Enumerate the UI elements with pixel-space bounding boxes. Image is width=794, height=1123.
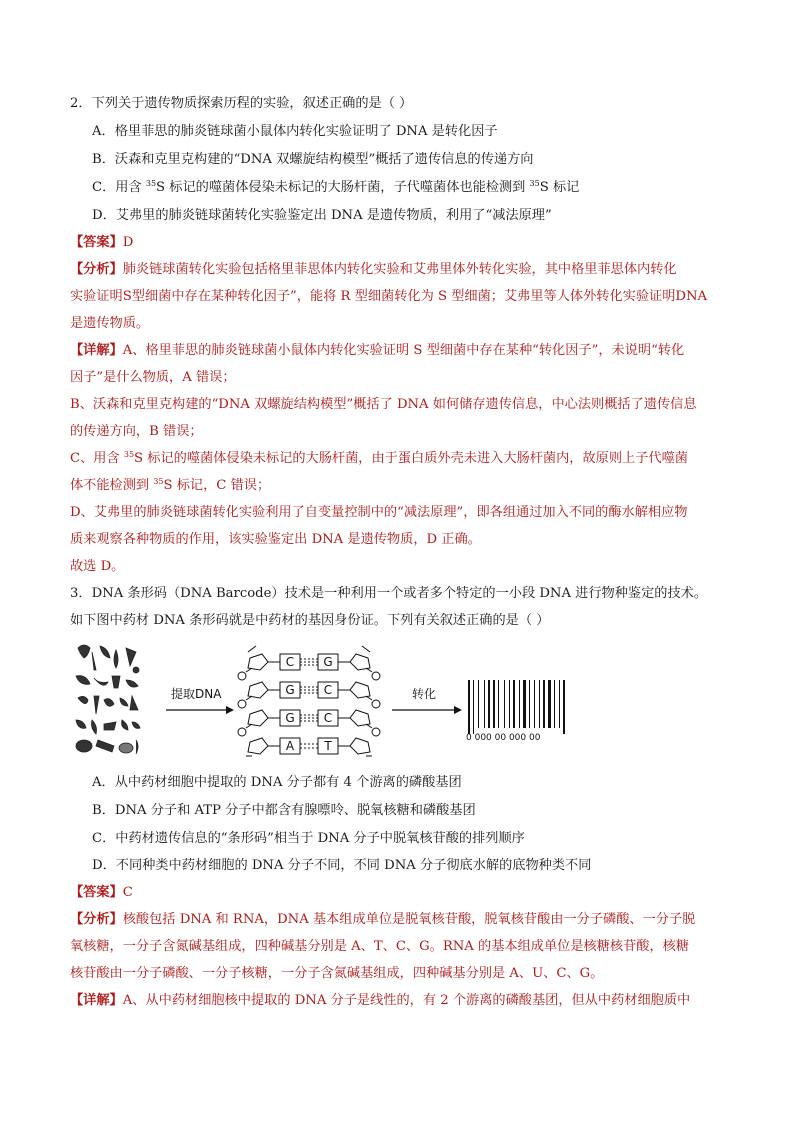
barcode-bar [554,680,555,728]
barcode-bar [468,680,470,734]
q3-analysis-line-1: 【分析】核酸包括 DNA 和 RNA，DNA 基本组成单位是脱氧核苷酸，脱氧核苷酸由一分子磷酸、一分子脱 [70,912,696,927]
hydrogen-bonds-1 [300,659,318,665]
answer-label: 【答案】 [70,885,123,900]
q2-conclusion: 故选 D。 [70,559,125,574]
answer-label: 【答案】 [70,235,123,250]
barcode-bar [513,680,515,728]
barcode-digits: 0 000 00 000 00 [466,733,541,743]
base-left-4: A [285,739,295,753]
hydrogen-bonds-3 [300,715,318,721]
barcode-bar [473,680,474,734]
q3-answer [70,884,726,902]
barcode-bar [563,680,565,734]
transform-arrow-head [454,706,462,714]
q2-detail-b-line-2: 的传递方向，B 错误； [70,424,203,439]
q3-analysis-line-3: 核苷酸由一分子磷酸、一分子核糖，一分子含氮碱基组成，四种碱基分别是 A、U、C、G。 [70,966,604,981]
answer-value: D [122,235,134,250]
barcode-bar [548,680,551,728]
q3-stem-line-2: 如下图中药材 DNA 条形码就是中药材的基因身份证。下列有关叙述正确的是（ ） [70,613,550,628]
q2-analysis-line-1: 【分析】肺炎链球菌转化实验包括格里菲思体内转化实验和艾弗里体外转化实验，其中格里菲思体内转化 [70,262,677,277]
q2-analysis-line-2: 实验证明S型细菌中存在某种转化因子”，能将 R 型细菌转化为 S 型细菌；艾弗里等人体外转化实验证明DNA [70,289,708,304]
barcode-bar [478,680,479,728]
q2-option-d: D．艾弗里的肺炎链球菌转化实验鉴定出 DNA 是遗传物质，利用了“减法原理” [92,208,552,223]
barcode-bar [493,680,495,728]
barcode-bar [519,680,520,728]
dna-barcode-figure [70,640,590,768]
q2-analysis-line-3: 是遗传物质。 [70,316,150,331]
transform-label: 转化 [412,687,437,701]
barcode-bar [543,680,545,728]
q3-option-b: B．DNA 分子和 ATP 分子中都含有腺嘌呤、脱氧核糖和磷酸基团 [92,803,476,818]
hydrogen-bonds-2 [300,687,318,693]
detail-label: 【详解】 [70,993,123,1008]
herb-images-icon [76,645,140,754]
hydrogen-bonds-4 [300,744,318,748]
q3-option-c: C．中药材遗传信息的“条形码”相当于 DNA 分子中脱氧核苷酸的排列顺序 [92,831,525,846]
barcode-bar [504,680,505,728]
detail-label: 【详解】 [70,343,123,358]
extract-dna-label: 提取DNA [171,687,222,701]
barcode-icon [468,680,565,734]
q2-option-b: B．沃森和克里克构建的“DNA 双螺旋结构模型”概括了遗传信息的传递方向 [92,152,534,167]
barcode-bar [529,680,530,728]
q2-stem: 2．下列关于遗传物质探索历程的实验，叙述正确的是（ ） [70,96,413,111]
base-right-4: T [324,739,332,753]
q2-detail-c-line-1: C、用含 $^{35}$S 标记的噬菌体侵染未标记的大肠杆菌，由于蛋白质外壳未进入大肠杆菌内，故原则上子代噬菌 [70,450,688,466]
barcode-bar [534,680,535,728]
q2-option-c: C．用含 $^{35}$S 标记的噬菌体侵染未标记的大肠杆菌，子代噬菌体也能检测到 $^{35}$S 标记 [92,179,580,195]
barcode-bar [498,680,499,728]
base-left-1: C [285,655,295,669]
base-right-2: C [323,683,333,697]
barcode-bar [539,680,540,728]
q3-option-a: A．从中药材细胞中提取的 DNA 分子都有 4 个游离的磷酸基团 [92,775,462,790]
answer-value: C [122,885,133,900]
analysis-label: 【分析】 [70,262,123,277]
q3-detail-a-line-1: 【详解】A、从中药材细胞核中提取的 DNA 分子是线性的，有 2 个游离的磷酸基团，但从中药材细胞质中 [70,993,691,1008]
q3-stem-line-1: 3．DNA 条形码（DNA Barcode）技术是一种利用一个或者多个特定的一小段 DNA 进行物种鉴定的技术。 [70,586,708,601]
q2-answer [70,234,726,252]
q3-analysis-line-2: 氧核糖，一分子含氮碱基组成，四种碱基分别是 A、T、C、G。RNA 的基本组成单位是核糖核苷酸，核糖 [70,939,690,954]
base-right-1: G [323,655,333,669]
q2-detail-a-line-1: 【详解】A、格里菲思的肺炎链球菌小鼠体内转化实验证明 S 型细菌中存在某种“转化因子”，未说明“转化 [70,343,685,358]
q2-detail-b-line-1: B、沃森和克里克构建的“DNA 双螺旋结构模型”概括了 DNA 如何储存遗传信息，中心法则概括了遗传信息 [70,397,697,412]
analysis-label: 【分析】 [70,912,123,927]
q3-option-d: D．不同种类中药材细胞的 DNA 分子不同，不同 DNA 分子彻底水解的底物种类不同 [92,858,592,873]
base-left-3: G [285,711,295,725]
barcode-bar [484,680,485,728]
barcode-bar [559,680,560,728]
q2-option-a: A．格里菲思的肺炎链球菌小鼠体内转化实验证明了 DNA 是转化因子 [92,124,498,139]
q2-detail-d-line-2: 质来观察各种物质的作用，该实验鉴定出 DNA 是遗传物质，D 正确。 [70,532,481,547]
q2-detail-a-line-2: 因子”是什么物质，A 错误； [70,370,236,385]
barcode-bar [509,680,510,728]
base-pairs [280,654,338,754]
barcode-bar [523,680,526,728]
q2-detail-c-line-2: 体不能检测到 $^{35}$S 标记，C 错误； [70,477,271,493]
q2-detail-d-line-1: D、艾弗里的肺炎链球菌转化实验利用了自变量控制中的“减法原理”，即各组通过加入不同的酶水解相应物 [70,505,688,520]
base-right-3: C [323,711,333,725]
extract-arrow-head [226,706,234,714]
base-left-2: G [285,683,295,697]
barcode-bar [488,680,490,728]
